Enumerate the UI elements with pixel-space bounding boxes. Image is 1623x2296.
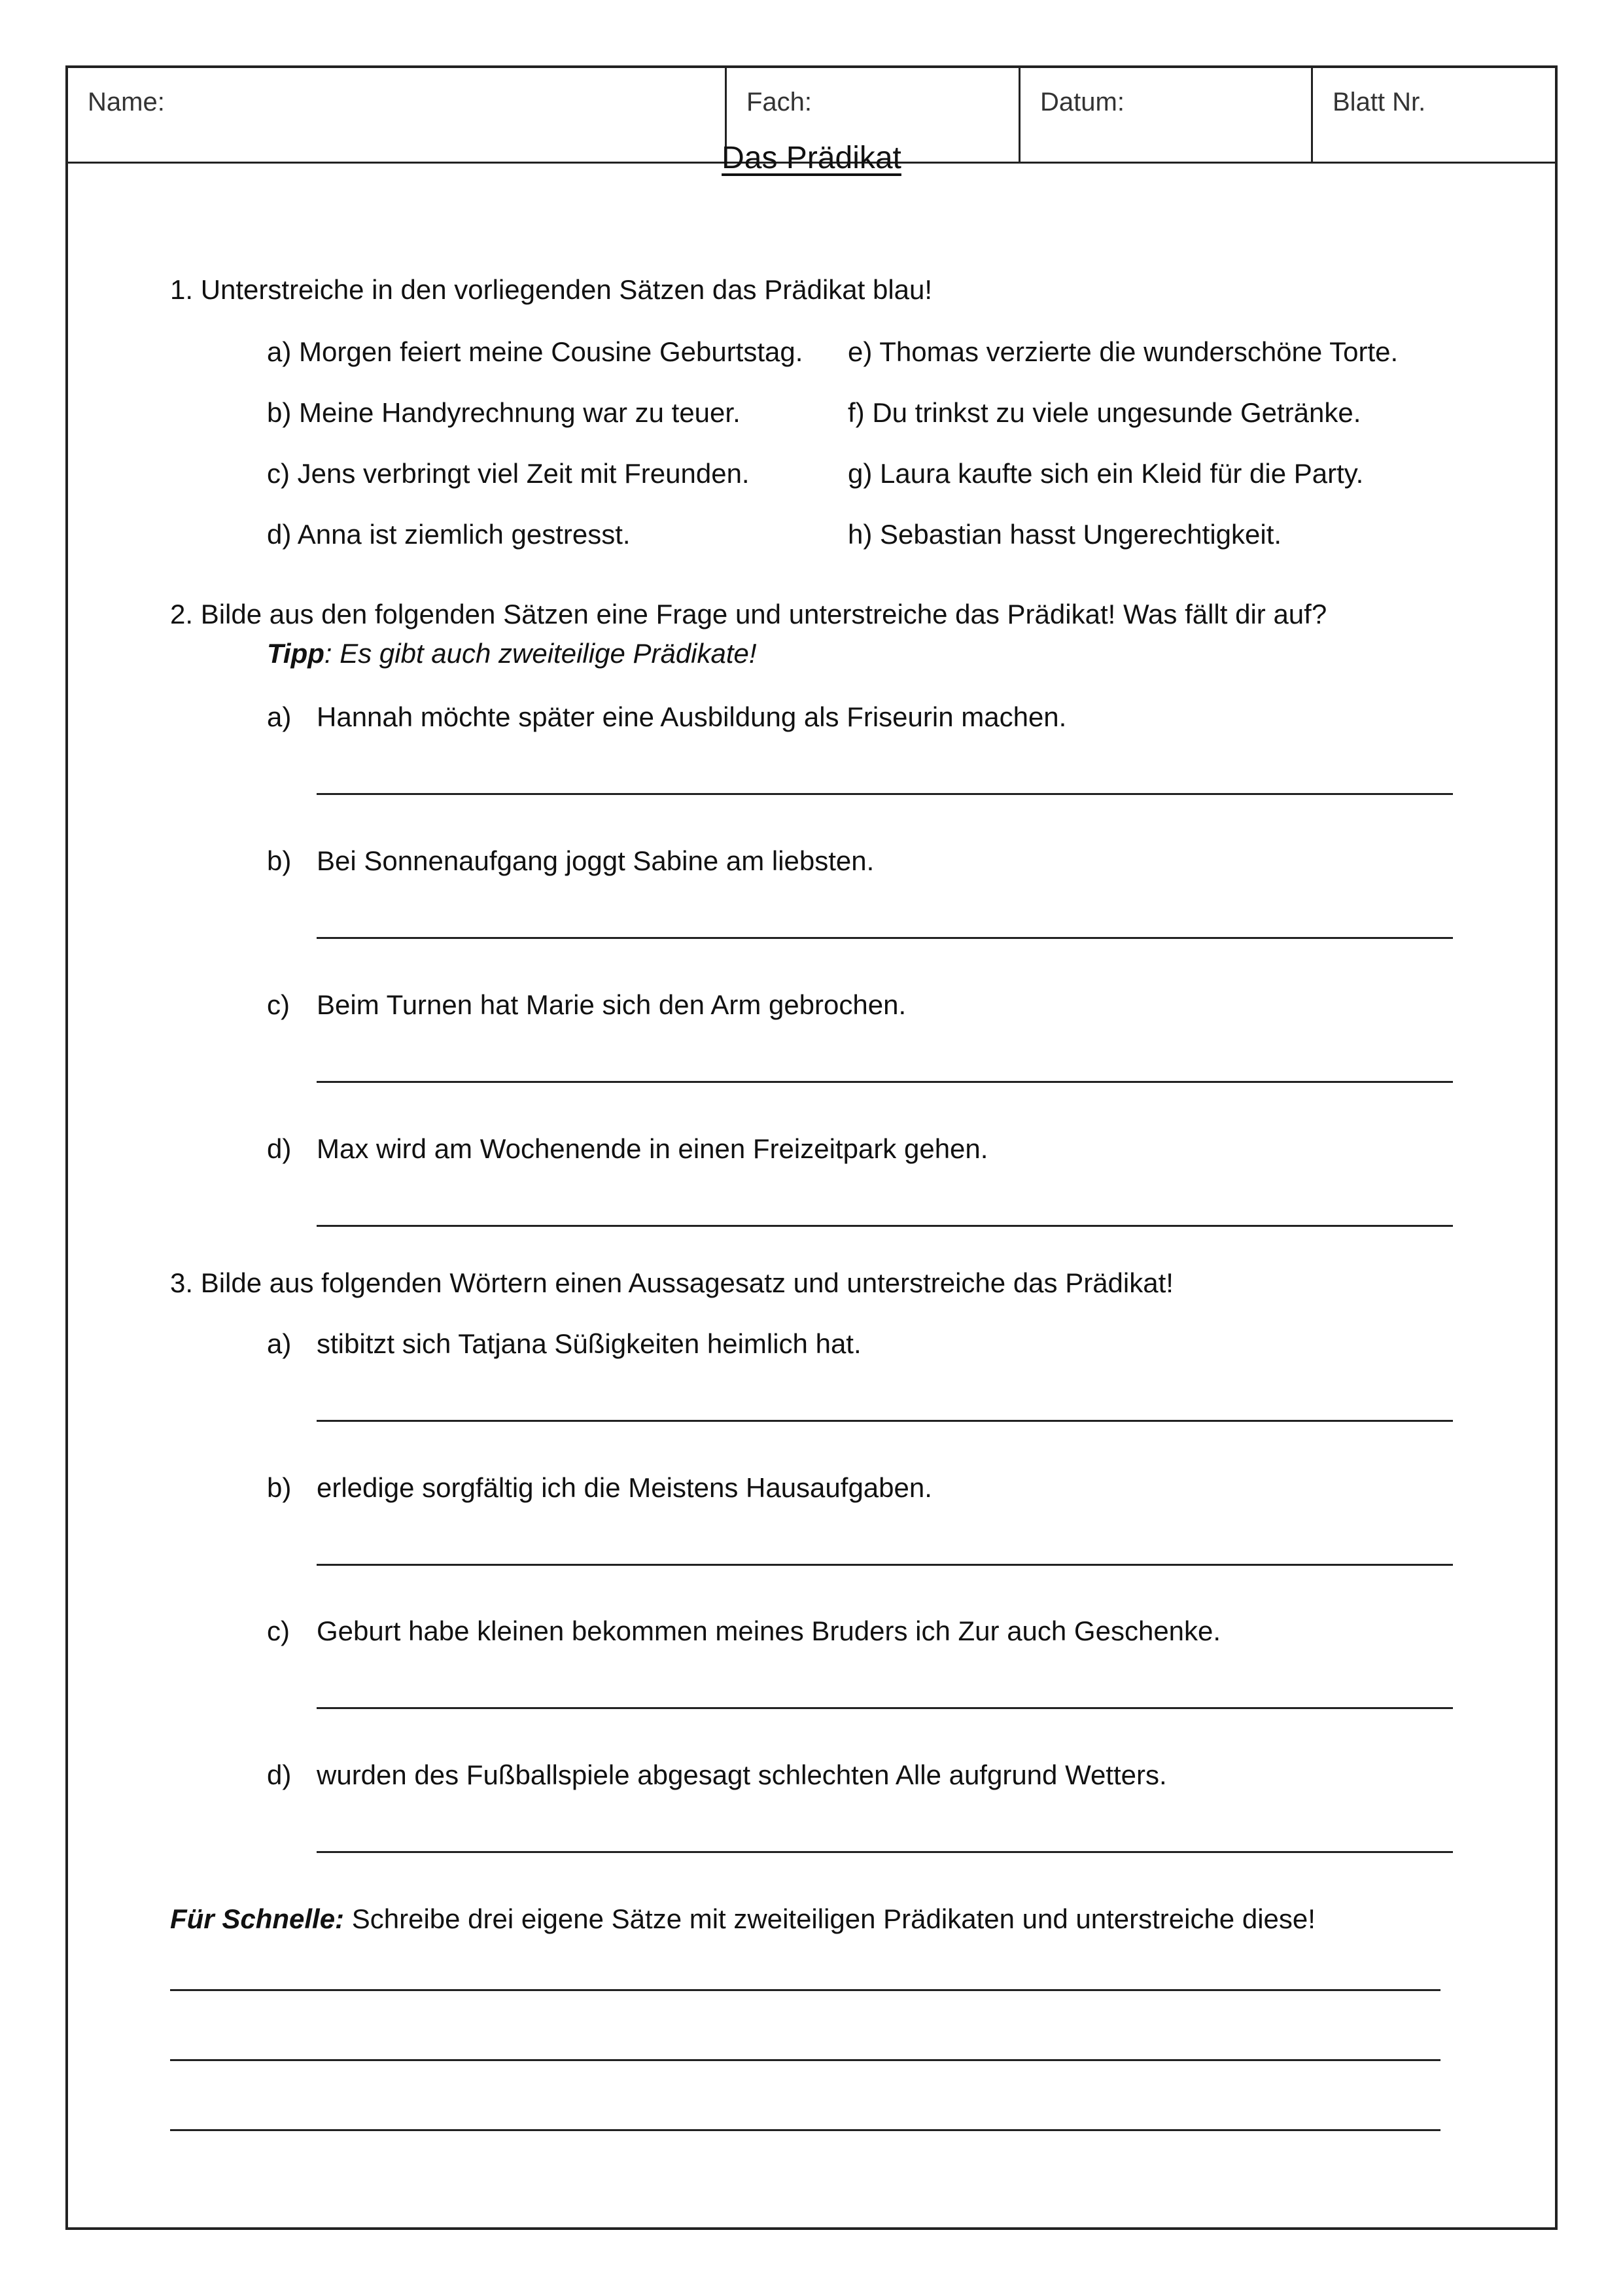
- task3-instruction: 3. Bilde aus folgenden Wörtern einen Aussagesatz und unterstreiche das Prädikat!: [170, 1267, 1174, 1298]
- page-title: Das Prädikat: [722, 141, 901, 175]
- answer-line[interactable]: [170, 1989, 1440, 1991]
- task3-item-letter: d): [267, 1759, 292, 1790]
- date-label: Datum:: [1040, 88, 1125, 116]
- answer-line[interactable]: [317, 1564, 1453, 1566]
- task3-item-text: stibitzt sich Tatjana Süßigkeiten heimlich hat.: [317, 1328, 862, 1359]
- name-label: Name:: [88, 88, 165, 116]
- task3-item-letter: a): [267, 1328, 292, 1359]
- answer-line[interactable]: [317, 1851, 1453, 1853]
- task3-item-letter: b): [267, 1472, 292, 1503]
- task2-item-letter: c): [267, 989, 290, 1020]
- task3-item-text: wurden des Fußballspiele abgesagt schlechten Alle aufgrund Wetters.: [317, 1759, 1167, 1790]
- task3-item-text: Geburt habe kleinen bekommen meines Bruders ich Zur auch Geschenke.: [317, 1616, 1221, 1646]
- task2-item-text: Hannah möchte später eine Ausbildung als Friseurin machen.: [317, 701, 1067, 732]
- answer-line[interactable]: [317, 1420, 1453, 1422]
- task1-sentence: b) Meine Handyrechnung war zu teuer.: [267, 397, 741, 428]
- task2-item-letter: b): [267, 845, 292, 876]
- task1-sentence: h) Sebastian hasst Ungerechtigkeit.: [848, 519, 1282, 550]
- task2-item-letter: d): [267, 1133, 292, 1164]
- subject-label: Fach:: [746, 88, 812, 116]
- tip-text: : Es gibt auch zweiteilige Prädikate!: [324, 638, 757, 669]
- bonus-text: Schreibe drei eigene Sätze mit zweiteiligen Prädikaten und unterstreiche diese!: [344, 1903, 1316, 1934]
- bonus-label: Für Schnelle:: [170, 1903, 345, 1934]
- task2-instruction: 2. Bilde aus den folgenden Sätzen eine Frage und unterstreiche das Prädikat! Was fällt dir auf?: [170, 599, 1327, 629]
- task1-sentence: g) Laura kaufte sich ein Kleid für die Party.: [848, 458, 1364, 489]
- task1-instruction: 1. Unterstreiche in den vorliegenden Sätzen das Prädikat blau!: [170, 274, 933, 305]
- answer-line[interactable]: [317, 1225, 1453, 1227]
- task2-item-text: Max wird am Wochenende in einen Freizeitpark gehen.: [317, 1133, 988, 1164]
- task1-sentence: d) Anna ist ziemlich gestresst.: [267, 519, 631, 550]
- task3-item-text: erledige sorgfältig ich die Meistens Hausaufgaben.: [317, 1472, 932, 1503]
- task1-sentence: f) Du trinkst zu viele ungesunde Getränke.: [848, 397, 1361, 428]
- task1-sentence: e) Thomas verzierte die wunderschöne Torte.: [848, 336, 1399, 367]
- answer-line[interactable]: [317, 1081, 1453, 1083]
- task2-item-text: Beim Turnen hat Marie sich den Arm gebrochen.: [317, 989, 907, 1020]
- task2-tip: [267, 640, 757, 667]
- answer-line[interactable]: [317, 1707, 1453, 1709]
- task2-item-text: Bei Sonnenaufgang joggt Sabine am liebsten.: [317, 845, 875, 876]
- answer-line[interactable]: [170, 2059, 1440, 2061]
- answer-line[interactable]: [317, 937, 1453, 939]
- answer-line[interactable]: [170, 2129, 1440, 2131]
- task1-sentence: a) Morgen feiert meine Cousine Geburtstag.: [267, 336, 803, 367]
- tip-label: Tipp: [267, 638, 324, 669]
- answer-line[interactable]: [317, 793, 1453, 795]
- task2-item-letter: a): [267, 701, 292, 732]
- sheet-number-label: Blatt Nr.: [1333, 88, 1426, 116]
- bonus-instruction: [170, 1905, 1316, 1933]
- task3-item-letter: c): [267, 1616, 290, 1646]
- task1-sentence: c) Jens verbringt viel Zeit mit Freunden.: [267, 458, 750, 489]
